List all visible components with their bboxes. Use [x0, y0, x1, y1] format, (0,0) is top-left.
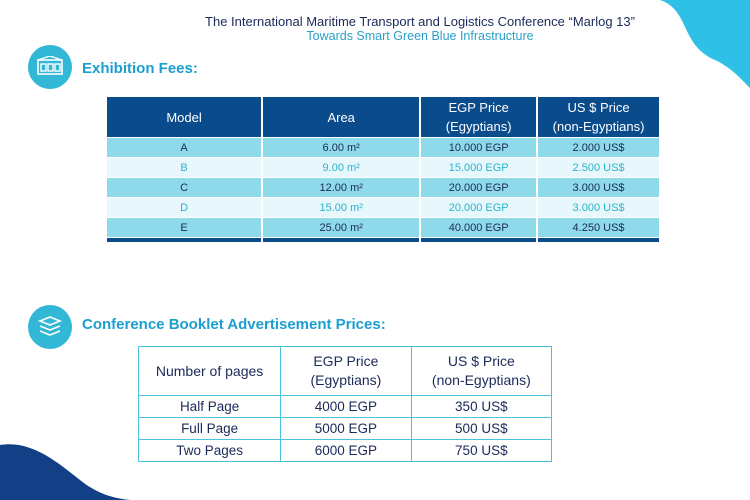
table-row: Two Pages 6000 EGP 750 US$	[139, 440, 552, 462]
corner-wave-decoration	[0, 440, 140, 500]
table-footer-bar	[107, 237, 659, 242]
table-row: A 6.00 m² 10.000 EGP 2.000 US$	[107, 137, 659, 157]
table-row: E 25.00 m² 40.000 EGP 4.250 US$	[107, 217, 659, 237]
table-row: B 9.00 m² 15.000 EGP 2.500 US$	[107, 157, 659, 177]
table-row: Half Page 4000 EGP 350 US$	[139, 396, 552, 418]
booklet-prices-table	[138, 346, 552, 462]
column-header-usd: US $ Price (non-Egyptians)	[538, 97, 659, 137]
table-row: D 15.00 m² 20.000 EGP 3.000 US$	[107, 197, 659, 217]
exhibition-booth-icon	[28, 45, 72, 89]
booklet-prices-title: Conference Booklet Advertisement Prices:	[82, 316, 386, 333]
column-header-area: Area	[263, 97, 419, 137]
column-header-egp: EGP Price (Egyptians)	[421, 97, 536, 137]
conference-subtitle: Towards Smart Green Blue Infrastructure	[306, 29, 534, 43]
table-header-row	[107, 97, 659, 137]
conference-title: The International Maritime Transport and Logistics Conference “Marlog 13”	[205, 14, 635, 29]
column-header-pages: Number of pages	[139, 347, 281, 396]
column-header-usd: US $ Price (non-Egyptians)	[411, 347, 551, 396]
table-row: Full Page 5000 EGP 500 US$	[139, 418, 552, 440]
booklet-stack-icon	[28, 305, 72, 349]
exhibition-fees-table	[105, 97, 661, 242]
exhibition-fees-title: Exhibition Fees:	[82, 60, 198, 77]
table-row: C 12.00 m² 20.000 EGP 3.000 US$	[107, 177, 659, 197]
table-header-row	[139, 347, 552, 396]
column-header-model: Model	[107, 97, 261, 137]
column-header-egp: EGP Price (Egyptians)	[281, 347, 411, 396]
